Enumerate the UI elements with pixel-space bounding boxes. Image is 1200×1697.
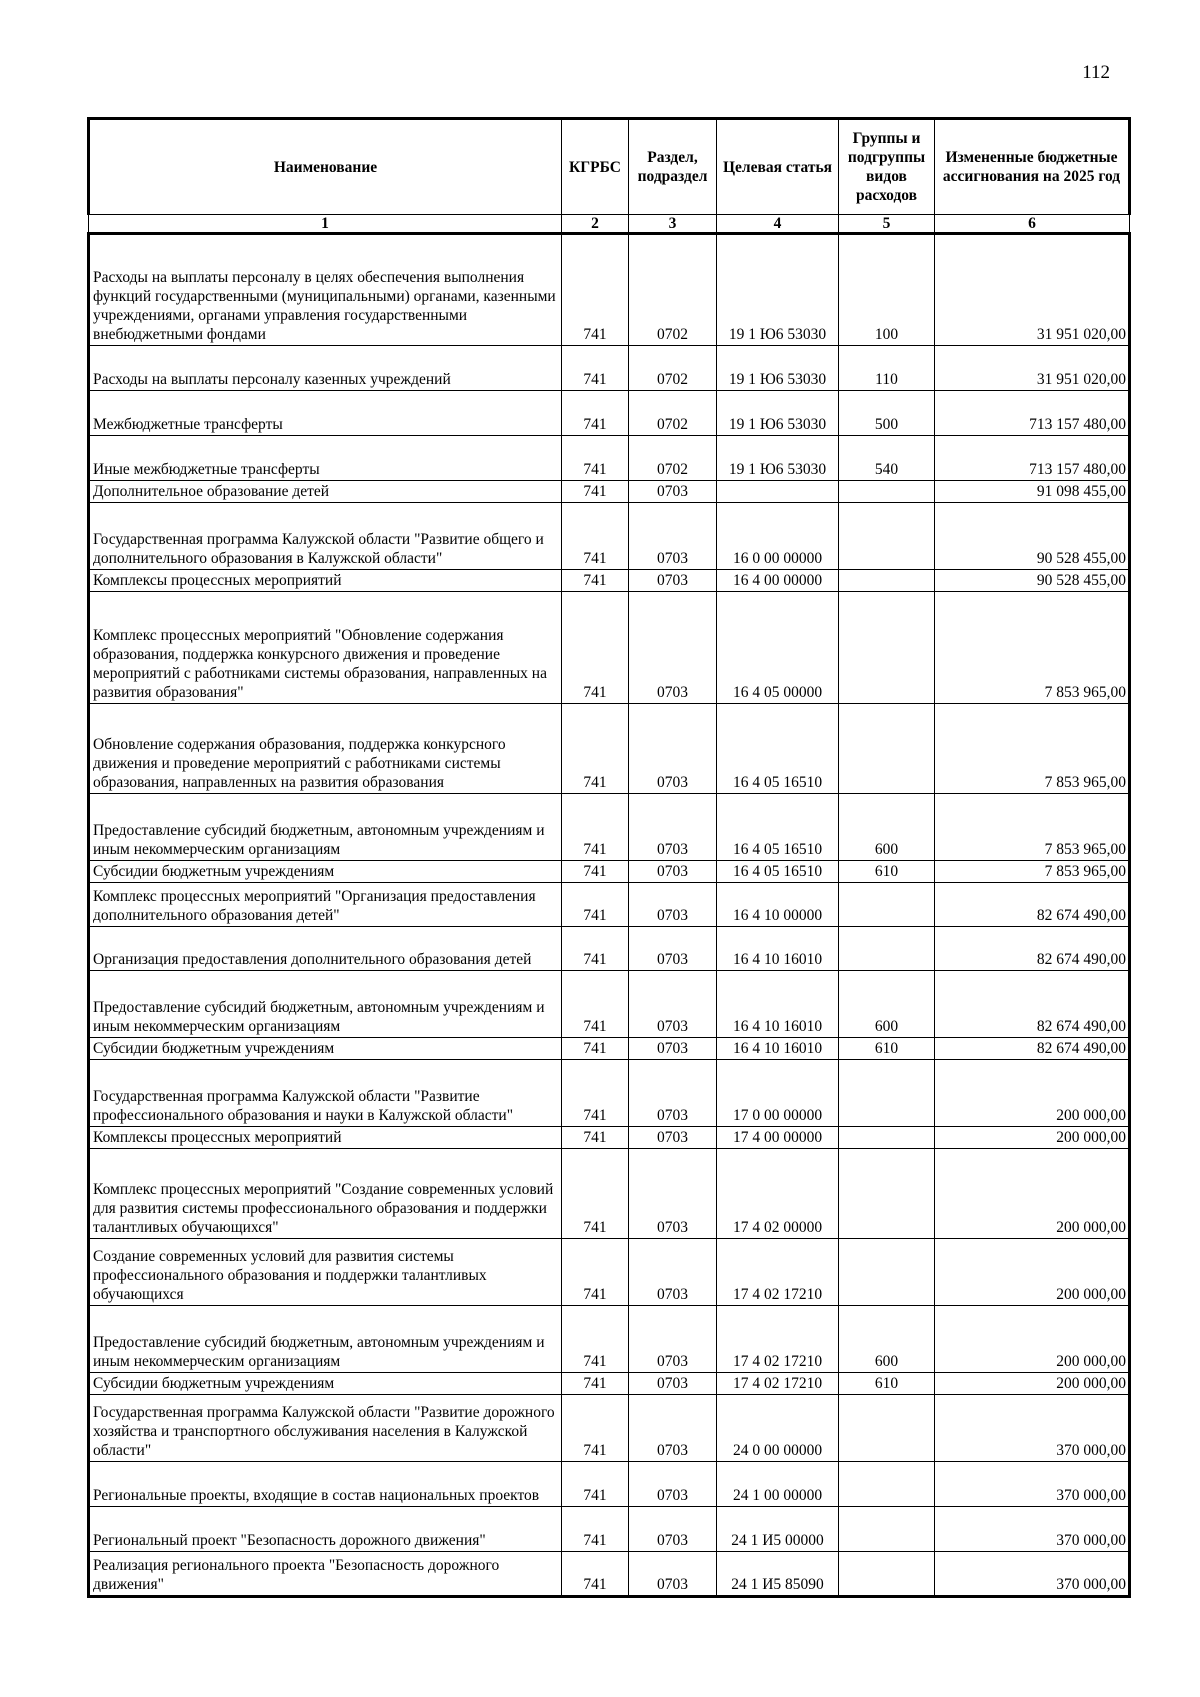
table-row — [89, 1552, 1130, 1597]
table-row — [89, 1149, 1130, 1239]
row-kgrbs: 741 — [562, 503, 629, 570]
table-row — [89, 704, 1130, 794]
row-group — [839, 1462, 935, 1507]
row-amount: 200 000,00 — [935, 1127, 1130, 1149]
table-row — [89, 481, 1130, 503]
table-row — [89, 1127, 1130, 1149]
row-amount: 7 853 965,00 — [935, 794, 1130, 861]
row-amount: 90 528 455,00 — [935, 570, 1130, 592]
table-row — [89, 861, 1130, 883]
row-name: Дополнительное образование детей — [89, 481, 562, 503]
row-kgrbs: 741 — [562, 883, 629, 927]
row-kgrbs: 741 — [562, 794, 629, 861]
row-kgrbs: 741 — [562, 861, 629, 883]
row-kgrbs: 741 — [562, 436, 629, 481]
row-amount: 82 674 490,00 — [935, 971, 1130, 1038]
row-kgrbs: 741 — [562, 1507, 629, 1552]
row-target: 16 4 05 16510 — [717, 704, 839, 794]
row-amount: 82 674 490,00 — [935, 883, 1130, 927]
row-target: 16 4 05 00000 — [717, 592, 839, 704]
row-name: Государственная программа Калужской области "Развитие общего и дополнительного образования в Калужской области" — [89, 503, 562, 570]
row-group — [839, 1149, 935, 1239]
row-amount: 82 674 490,00 — [935, 1038, 1130, 1060]
row-kgrbs: 741 — [562, 1127, 629, 1149]
row-target: 17 4 00 00000 — [717, 1127, 839, 1149]
row-group — [839, 927, 935, 971]
row-group: 600 — [839, 794, 935, 861]
row-section: 0702 — [629, 391, 717, 436]
row-kgrbs: 741 — [562, 481, 629, 503]
row-group — [839, 1552, 935, 1597]
row-section: 0703 — [629, 794, 717, 861]
row-name: Государственная программа Калужской области "Развитие профессионального образования и науки в Калужской области" — [89, 1060, 562, 1127]
row-amount: 200 000,00 — [935, 1149, 1130, 1239]
row-amount: 200 000,00 — [935, 1060, 1130, 1127]
row-amount: 200 000,00 — [935, 1373, 1130, 1395]
table-row — [89, 346, 1130, 391]
row-amount: 7 853 965,00 — [935, 861, 1130, 883]
table-row — [89, 971, 1130, 1038]
row-section: 0702 — [629, 346, 717, 391]
table-row — [89, 1395, 1130, 1462]
row-kgrbs: 741 — [562, 971, 629, 1038]
table-row — [89, 592, 1130, 704]
row-amount: 200 000,00 — [935, 1306, 1130, 1373]
table-row — [89, 927, 1130, 971]
row-group — [839, 1127, 935, 1149]
row-section: 0703 — [629, 1239, 717, 1306]
header-section: Раздел, подраздел — [629, 119, 717, 215]
row-section: 0703 — [629, 592, 717, 704]
row-target: 16 4 10 00000 — [717, 883, 839, 927]
row-kgrbs: 741 — [562, 570, 629, 592]
table-row — [89, 794, 1130, 861]
row-section: 0703 — [629, 971, 717, 1038]
table-row — [89, 1239, 1130, 1306]
row-name: Комплекс процессных мероприятий "Организация предоставления дополнительного образования детей" — [89, 883, 562, 927]
header-num-5: 5 — [839, 215, 935, 234]
row-target: 16 4 10 16010 — [717, 1038, 839, 1060]
table-row — [89, 1060, 1130, 1127]
row-target: 19 1 Ю6 53030 — [717, 234, 839, 346]
row-section: 0703 — [629, 570, 717, 592]
header-num-1: 1 — [89, 215, 562, 234]
table-row — [89, 1373, 1130, 1395]
row-kgrbs: 741 — [562, 1038, 629, 1060]
row-group: 600 — [839, 1306, 935, 1373]
header-num-4: 4 — [717, 215, 839, 234]
row-section: 0703 — [629, 927, 717, 971]
table-row — [89, 1462, 1130, 1507]
row-section: 0703 — [629, 1149, 717, 1239]
row-group: 610 — [839, 1038, 935, 1060]
row-kgrbs: 741 — [562, 346, 629, 391]
row-group: 100 — [839, 234, 935, 346]
row-target: 19 1 Ю6 53030 — [717, 346, 839, 391]
row-target: 17 4 02 17210 — [717, 1239, 839, 1306]
row-name: Региональный проект "Безопасность дорожного движения" — [89, 1507, 562, 1552]
row-group — [839, 1060, 935, 1127]
row-amount: 713 157 480,00 — [935, 436, 1130, 481]
row-target: 16 4 05 16510 — [717, 861, 839, 883]
row-section: 0703 — [629, 704, 717, 794]
row-name: Субсидии бюджетным учреждениям — [89, 1038, 562, 1060]
table-body — [89, 234, 1130, 1597]
row-kgrbs: 741 — [562, 592, 629, 704]
row-kgrbs: 741 — [562, 704, 629, 794]
row-name: Иные межбюджетные трансферты — [89, 436, 562, 481]
row-name: Субсидии бюджетным учреждениям — [89, 861, 562, 883]
row-target — [717, 481, 839, 503]
row-section: 0703 — [629, 1038, 717, 1060]
row-section: 0703 — [629, 481, 717, 503]
row-kgrbs: 741 — [562, 1373, 629, 1395]
row-name: Расходы на выплаты персоналу казенных учреждений — [89, 346, 562, 391]
header-amount: Измененные бюджетные ассигнования на 2025 год — [935, 119, 1130, 215]
row-amount: 370 000,00 — [935, 1462, 1130, 1507]
table-row — [89, 1038, 1130, 1060]
row-kgrbs: 741 — [562, 1395, 629, 1462]
row-section: 0703 — [629, 503, 717, 570]
row-section: 0703 — [629, 883, 717, 927]
row-target: 16 0 00 00000 — [717, 503, 839, 570]
row-group: 600 — [839, 971, 935, 1038]
row-amount: 7 853 965,00 — [935, 704, 1130, 794]
row-section: 0703 — [629, 1552, 717, 1597]
row-name: Комплекс процессных мероприятий "Обновление содержания образования, поддержка конкурсного движения и проведение мероприятий с работниками системы образования, направленных на развития образования" — [89, 592, 562, 704]
row-section: 0703 — [629, 1306, 717, 1373]
row-kgrbs: 741 — [562, 1552, 629, 1597]
row-kgrbs: 741 — [562, 1149, 629, 1239]
row-section: 0703 — [629, 1507, 717, 1552]
row-name: Организация предоставления дополнительного образования детей — [89, 927, 562, 971]
row-amount: 90 528 455,00 — [935, 503, 1130, 570]
row-name: Расходы на выплаты персоналу в целях обеспечения выполнения функций государственными (муниципальными) органами, казенными учреждениями, органами управления государственными внебюджетными фондами — [89, 234, 562, 346]
table-header — [89, 119, 1130, 234]
row-target: 24 1 И5 00000 — [717, 1507, 839, 1552]
row-section: 0703 — [629, 861, 717, 883]
row-kgrbs: 741 — [562, 391, 629, 436]
row-section: 0703 — [629, 1127, 717, 1149]
row-name: Предоставление субсидий бюджетным, автономным учреждениям и иным некоммерческим организациям — [89, 1306, 562, 1373]
row-target: 19 1 Ю6 53030 — [717, 436, 839, 481]
row-kgrbs: 741 — [562, 927, 629, 971]
header-num-2: 2 — [562, 215, 629, 234]
row-target: 17 4 02 17210 — [717, 1373, 839, 1395]
row-kgrbs: 741 — [562, 234, 629, 346]
header-num-6: 6 — [935, 215, 1130, 234]
row-group — [839, 503, 935, 570]
row-group — [839, 1395, 935, 1462]
header-num-3: 3 — [629, 215, 717, 234]
row-target: 16 4 05 16510 — [717, 794, 839, 861]
row-section: 0703 — [629, 1060, 717, 1127]
row-target: 16 4 10 16010 — [717, 971, 839, 1038]
table-row — [89, 1306, 1130, 1373]
row-target: 17 0 00 00000 — [717, 1060, 839, 1127]
row-amount: 370 000,00 — [935, 1395, 1130, 1462]
row-name: Региональные проекты, входящие в состав национальных проектов — [89, 1462, 562, 1507]
table-row — [89, 883, 1130, 927]
row-amount: 713 157 480,00 — [935, 391, 1130, 436]
row-group — [839, 570, 935, 592]
row-amount: 200 000,00 — [935, 1239, 1130, 1306]
row-amount: 7 853 965,00 — [935, 592, 1130, 704]
row-name: Комплекс процессных мероприятий "Создание современных условий для развития системы профессионального образования и поддержки талантливых обучающихся" — [89, 1149, 562, 1239]
row-group: 540 — [839, 436, 935, 481]
row-amount: 82 674 490,00 — [935, 927, 1130, 971]
row-target: 17 4 02 00000 — [717, 1149, 839, 1239]
row-kgrbs: 741 — [562, 1060, 629, 1127]
row-name: Реализация регионального проекта "Безопасность дорожного движения" — [89, 1552, 562, 1597]
row-section: 0702 — [629, 436, 717, 481]
row-name: Предоставление субсидий бюджетным, автономным учреждениям и иным некоммерческим организациям — [89, 971, 562, 1038]
row-name: Субсидии бюджетным учреждениям — [89, 1373, 562, 1395]
header-kgrbs: КГРБС — [562, 119, 629, 215]
row-name: Предоставление субсидий бюджетным, автономным учреждениям и иным некоммерческим организациям — [89, 794, 562, 861]
header-target: Целевая статья — [717, 119, 839, 215]
row-kgrbs: 741 — [562, 1239, 629, 1306]
row-amount: 31 951 020,00 — [935, 346, 1130, 391]
row-name: Комплексы процессных мероприятий — [89, 1127, 562, 1149]
row-target: 19 1 Ю6 53030 — [717, 391, 839, 436]
row-name: Государственная программа Калужской области "Развитие дорожного хозяйства и транспортного обслуживания населения в Калужской области" — [89, 1395, 562, 1462]
table-row — [89, 391, 1130, 436]
row-group — [839, 481, 935, 503]
row-section: 0702 — [629, 234, 717, 346]
row-group: 610 — [839, 861, 935, 883]
budget-table — [87, 117, 1131, 1598]
row-group — [839, 704, 935, 794]
table-row — [89, 503, 1130, 570]
header-group: Группы и подгруппы видов расходов — [839, 119, 935, 215]
row-group — [839, 883, 935, 927]
row-kgrbs: 741 — [562, 1462, 629, 1507]
row-group — [839, 1239, 935, 1306]
row-group: 110 — [839, 346, 935, 391]
header-name: Наименование — [89, 119, 562, 215]
row-group: 610 — [839, 1373, 935, 1395]
row-section: 0703 — [629, 1395, 717, 1462]
row-group — [839, 1507, 935, 1552]
row-name: Создание современных условий для развития системы профессионального образования и поддержки талантливых обучающихся — [89, 1239, 562, 1306]
row-target: 16 4 00 00000 — [717, 570, 839, 592]
row-section: 0703 — [629, 1373, 717, 1395]
row-amount: 370 000,00 — [935, 1507, 1130, 1552]
row-name: Комплексы процессных мероприятий — [89, 570, 562, 592]
row-amount: 91 098 455,00 — [935, 481, 1130, 503]
row-amount: 31 951 020,00 — [935, 234, 1130, 346]
table-row — [89, 1507, 1130, 1552]
row-target: 16 4 10 16010 — [717, 927, 839, 971]
row-section: 0703 — [629, 1462, 717, 1507]
table-row — [89, 436, 1130, 481]
row-target: 24 1 00 00000 — [717, 1462, 839, 1507]
row-name: Обновление содержания образования, поддержка конкурсного движения и проведение мероприятий с работниками системы образования, направленных на развития образования — [89, 704, 562, 794]
row-kgrbs: 741 — [562, 1306, 629, 1373]
row-group: 500 — [839, 391, 935, 436]
row-amount: 370 000,00 — [935, 1552, 1130, 1597]
row-target: 24 1 И5 85090 — [717, 1552, 839, 1597]
row-group — [839, 592, 935, 704]
table-row — [89, 234, 1130, 346]
row-target: 24 0 00 00000 — [717, 1395, 839, 1462]
row-target: 17 4 02 17210 — [717, 1306, 839, 1373]
page-number: 112 — [1082, 62, 1110, 83]
row-name: Межбюджетные трансферты — [89, 391, 562, 436]
table-row — [89, 570, 1130, 592]
